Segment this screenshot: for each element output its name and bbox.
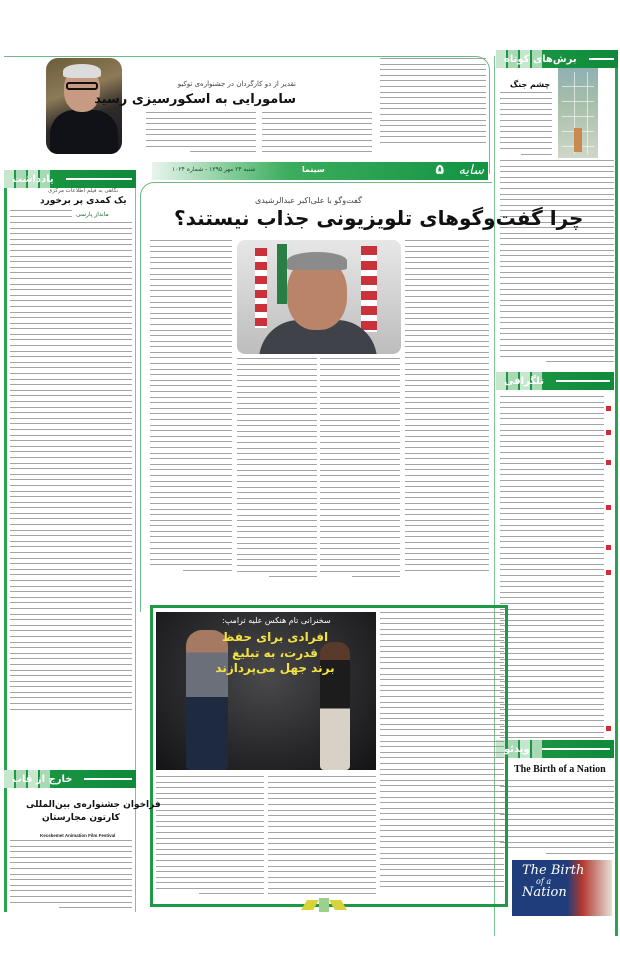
page-number: ۵ [435, 162, 444, 178]
note-body-lead [10, 210, 72, 222]
feature-quote-line: قدرت، به تبلیغ [232, 645, 318, 660]
telegraph-bullet-icon [606, 420, 611, 439]
telegraph-bullet-icon [606, 396, 611, 415]
telegraph-bullet-icon [606, 560, 611, 579]
brief-body-continued [500, 160, 614, 368]
top-story-headline: سامورایی به اسکورسیزی رسید [94, 92, 296, 107]
note-section-label: یادداشت [12, 173, 54, 185]
telegraph-bullet-icon [606, 716, 611, 735]
feature-subhead: سخنرانی تام هنکس علیه ترامپ: [222, 616, 331, 625]
brief-body-text [500, 92, 552, 158]
interview-kicker: گفت‌وگو با علی‌اکبر عبدالرشیدی [255, 196, 362, 205]
telegraph-bullet-icon [606, 495, 611, 514]
top-story-col-3 [146, 112, 256, 156]
top-story-col-2 [262, 112, 372, 156]
header-rule [589, 58, 614, 60]
tom-hanks-photo [156, 612, 376, 770]
header-rule [556, 380, 610, 382]
outside-frame-title-2: کارتون مجارستان [42, 813, 120, 823]
telegraph-body-text [500, 396, 604, 740]
note-kicker: نگاهی به فیلم اطلاعات مرکزی [48, 188, 119, 194]
interview-col-1 [405, 240, 489, 590]
interview-col-3 [237, 358, 317, 590]
cheshm-jang-poster [558, 68, 598, 158]
feature-quote-line: برند جهل می‌پردازند [215, 661, 335, 676]
poster-title-line: of a [536, 876, 552, 886]
birth-of-a-nation-poster [512, 860, 612, 916]
note-title: یک کمدی پر برخورد [40, 196, 127, 206]
note-section-header [4, 170, 136, 188]
interview-headline: چرا گفت‌وگوهای تلویزیونی جذاب نیستند؟ [174, 206, 584, 230]
telegraph-section-label: تلگرافی [504, 375, 544, 387]
issue-date-line: شنبه ۲۴ مهر ۱۳۹۵ - شماره ۱۰۲۴ [172, 166, 256, 173]
feature-col-2 [268, 776, 376, 902]
poster-title-line: Nation [522, 885, 567, 901]
video-section-label: ویدئو [504, 743, 530, 755]
briefs-section-header [496, 50, 618, 68]
video-body-text [500, 780, 614, 856]
outside-frame-title-1: فراخوان جشنواره‌ی بین‌المللی [26, 800, 161, 810]
video-film-title: The Birth of a Nation [514, 764, 606, 775]
poster-title-line: The Birth [522, 863, 585, 878]
outside-frame-festival-name: Kecskemet Animation Film Festival [40, 833, 116, 838]
page-footer-ribbon [304, 898, 344, 912]
video-section-header [496, 740, 614, 758]
feature-col-3 [156, 776, 264, 902]
newspaper-logo: سایه [458, 163, 484, 178]
telegraph-bullet-icon [606, 450, 611, 469]
header-rule [84, 778, 132, 780]
note-body-text [10, 222, 132, 712]
telegraph-bullet-icon [606, 535, 611, 554]
feature-quote-line: افرادی برای حفظ [221, 630, 329, 644]
feature-col-1 [380, 612, 504, 902]
briefs-section-label: برش‌های کوتاه [504, 53, 577, 65]
page-masthead [152, 162, 488, 180]
outside-frame-body-text [10, 840, 132, 914]
brief-title: چشم جنگ [510, 80, 551, 89]
header-rule [542, 748, 610, 750]
telegraph-section-header [496, 372, 614, 390]
outside-frame-section-header [4, 770, 136, 788]
interview-col-2 [320, 358, 400, 590]
top-story-col-1 [380, 58, 486, 150]
section-name: سینما [302, 165, 325, 174]
outside-frame-section-label: خارج از قاب [12, 773, 73, 785]
interview-photo [237, 240, 401, 354]
top-story-kicker: تقدیر از دو کارگردان در جشنواره‌ی توکیو [177, 80, 296, 88]
header-rule [66, 178, 132, 180]
feature-quote [210, 630, 340, 677]
note-author: مانداز پارسی [76, 211, 109, 218]
interview-col-4 [150, 240, 232, 590]
